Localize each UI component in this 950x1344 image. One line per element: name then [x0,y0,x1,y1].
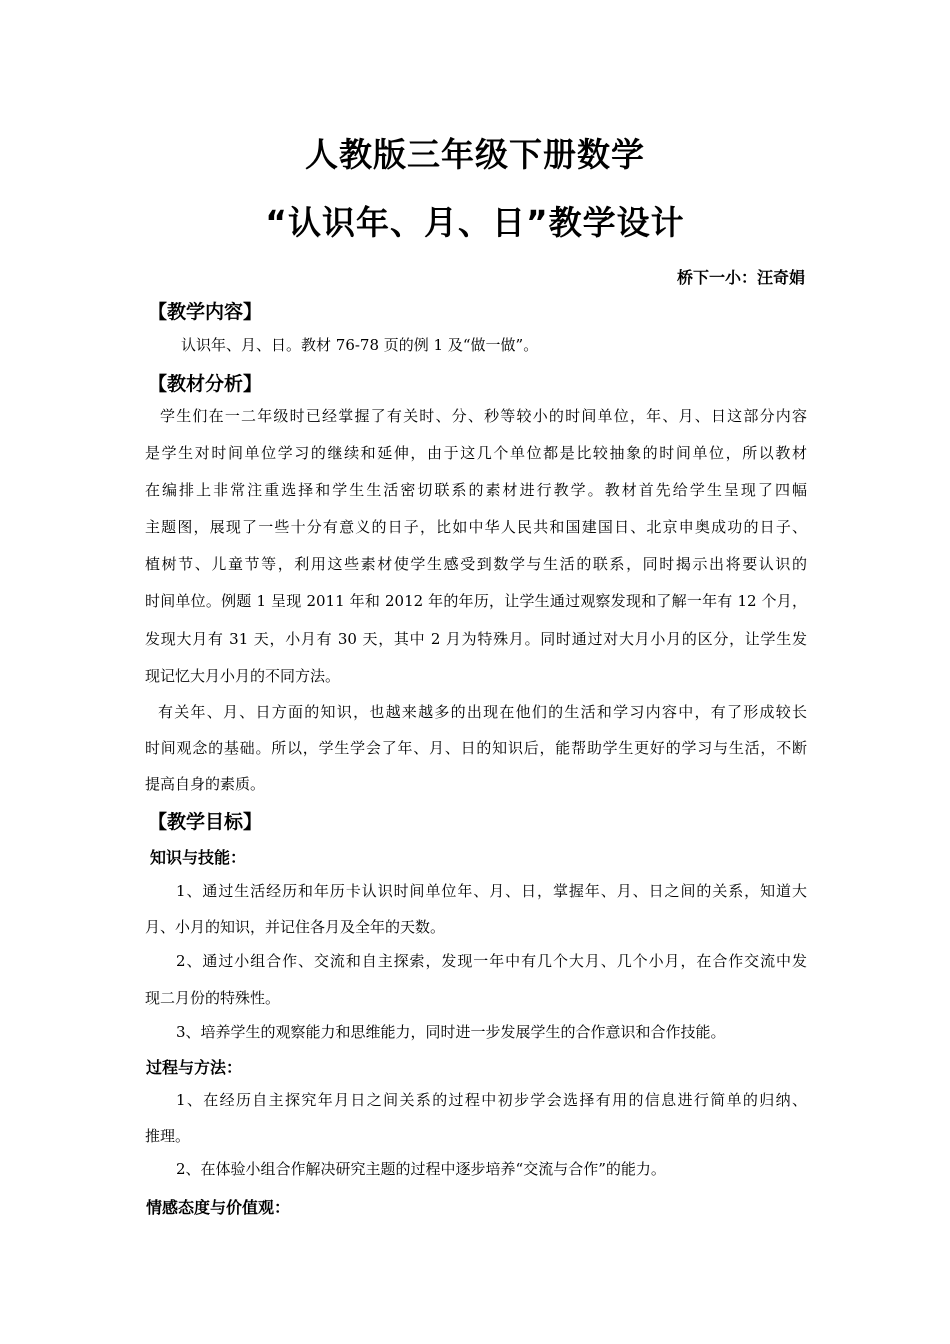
author-line: 桥下一小：汪奇娟 [676,268,805,287]
analysis-line: 提高自身的素质。 [145,775,266,793]
process-line: 2、在体验小组合作解决研究主题的过程中逐步培养“交流与合作”的能力。 [176,1160,666,1178]
heading-material-analysis: 【教材分析】 [148,373,263,395]
process-line: 推理。 [145,1127,191,1145]
analysis-line: 时间单位。例题 1 呈现 2011 年和 2012 年的年历，让学生通过观察发现和了解一年有 12 个月， [145,592,807,610]
subheading-process-methods: 过程与方法： [146,1058,243,1077]
subheading-emotion-values: 情感态度与价值观： [146,1198,291,1217]
analysis-line: 发现大月有 31 天，小月有 30 天，其中 2 月为特殊月。同时通过对大月小月的区分，让学生发 [145,630,807,648]
analysis-line: 学生们在一二年级时已经掌握了有关时、分、秒等较小的时间单位，年、月、日这部分内容 [160,407,807,425]
analysis-line: 是学生对时间单位学习的继续和延伸，由于这几个单位都是比较抽象的时间单位，所以教材 [145,444,807,462]
knowledge-line: 现二月份的特殊性。 [145,989,281,1007]
analysis-line: 时间观念的基础。所以，学生学会了年、月、日的知识后，能帮助学生更好的学习与生活，不断 [145,739,807,757]
analysis-line: 在编排上非常注重选择和学生生活密切联系的素材进行教学。教材首先给学生呈现了四幅 [145,481,807,499]
knowledge-line: 1、通过生活经历和年历卡认识时间单位年、月、日，掌握年、月、日之间的关系，知道大 [176,882,807,900]
process-line: 1、在经历自主探究年月日之间关系的过程中初步学会选择有用的信息进行简单的归纳、 [176,1091,807,1109]
document-title-line-2: “认识年、月、日”教学设计 [265,203,685,242]
heading-teaching-content: 【教学内容】 [148,301,263,323]
document-title-line-1: 人教版三年级下册数学 [305,135,645,174]
knowledge-line: 2、通过小组合作、交流和自主探索，发现一年中有几个大月、几个小月，在合作交流中发 [176,952,807,970]
teaching-content-text: 认识年、月、日。教材 76-78 页的例 1 及“做一做”。 [181,336,539,354]
knowledge-line: 月、小月的知识，并记住各月及全年的天数。 [145,918,446,936]
analysis-line: 有关年、月、日方面的知识，也越来越多的出现在他们的生活和学习内容中，有了形成较长 [158,703,807,721]
knowledge-line: 3、培养学生的观察能力和思维能力，同时进一步发展学生的合作意识和合作技能。 [176,1023,726,1041]
analysis-line: 植树节、儿童节等，利用这些素材使学生感受到数学与生活的联系，同时揭示出将要认识的 [145,555,807,573]
subheading-knowledge-skills: 知识与技能： [150,848,247,867]
heading-teaching-goals: 【教学目标】 [148,811,263,833]
analysis-line: 主题图，展现了一些十分有意义的日子，比如中华人民共和国建国日、北京申奥成功的日子、 [145,518,807,536]
analysis-line: 现记忆大月小月的不同方法。 [145,667,341,685]
